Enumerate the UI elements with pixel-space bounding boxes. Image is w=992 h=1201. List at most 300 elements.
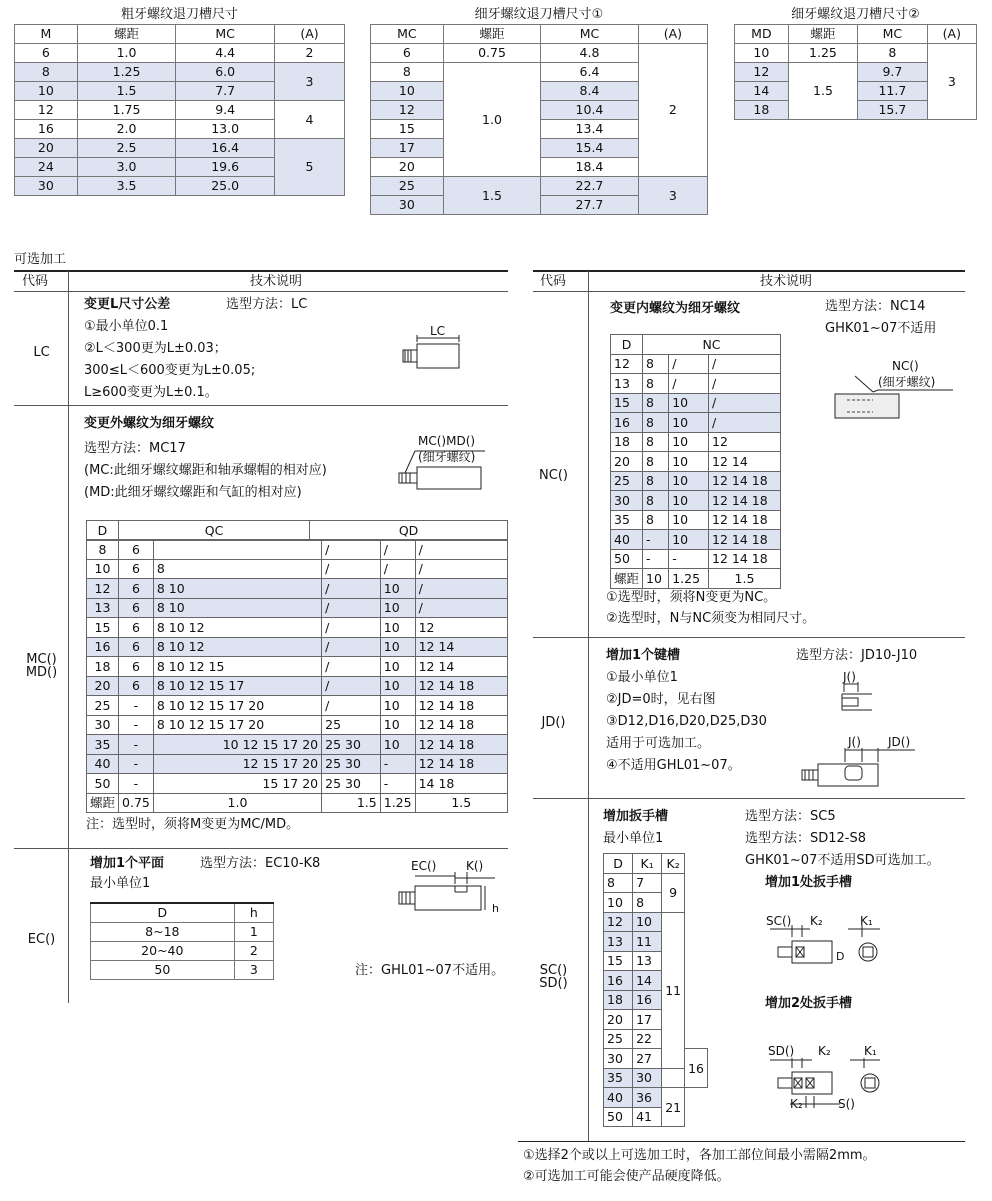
table-cell: 12 14 18	[709, 471, 781, 491]
sc-method2: 选型方法：SD12-S8	[745, 831, 867, 846]
jd-title: 增加1个键槽	[606, 648, 681, 663]
lc-line: L≥600变更为L±0.1。	[84, 385, 218, 400]
table-row	[87, 598, 508, 618]
table-cell: -	[119, 754, 154, 774]
table-cell: 20	[604, 1010, 633, 1030]
table-row	[87, 754, 508, 774]
jd-line: ①最小单位1	[606, 670, 678, 685]
table-row: 12 10.4	[371, 100, 708, 119]
table-cell: /	[380, 540, 415, 560]
lc-line: ①最小单位0.1	[84, 319, 169, 334]
right-hdr-code: 代码	[540, 274, 567, 289]
code-jd: JD()	[541, 715, 566, 730]
table-cell: 7	[633, 873, 662, 893]
table-cell: 30	[611, 491, 643, 511]
sc-wrench-figure-1	[770, 925, 890, 970]
right-hdr-desc: 技术说明	[760, 274, 813, 289]
table-cell: 16	[604, 971, 633, 991]
table-cell: 12 15 17 20	[153, 754, 321, 774]
table-row	[611, 471, 781, 491]
table-cell: 8	[87, 540, 119, 560]
table-cell: -	[380, 754, 415, 774]
sc-fig-k1b: K₁	[864, 1044, 877, 1058]
table-cell: /	[322, 637, 381, 657]
table-cell: 12 14 18	[415, 735, 507, 755]
table-row	[611, 354, 781, 374]
table-cell: 10	[669, 510, 709, 530]
table-cell: -	[380, 774, 415, 794]
table-cell: 12 14 18	[709, 549, 781, 569]
table-cell: 12	[611, 354, 643, 374]
lc-method: 选型方法：LC	[226, 297, 308, 312]
code-md: MD()	[25, 665, 58, 680]
mc-qc-qd-table: D QC QD	[86, 520, 508, 541]
table-cell: 12 14 18	[415, 715, 507, 735]
table-cell: 18	[87, 657, 119, 677]
table-cell: 螺距	[87, 793, 119, 813]
table-cell: 15	[611, 393, 643, 413]
fine1-table-title: 细牙螺纹退刀槽尺寸①	[371, 5, 708, 24]
jd-slot-figure-2	[800, 748, 920, 788]
table-cell: 10	[669, 491, 709, 511]
col-header: MC	[176, 24, 275, 43]
table-cell: 8	[153, 559, 321, 579]
jd-fig-j1: J()	[843, 670, 856, 684]
table-cell: 30	[87, 715, 119, 735]
table-row	[87, 774, 508, 794]
right-col-divider	[588, 271, 589, 1141]
mc-note: 注：选型时，须将M变更为MC/MD。	[86, 817, 300, 832]
table-cell: 8 10 12 15 17 20	[153, 696, 321, 716]
mc-title: 变更外螺纹为细牙螺纹	[84, 416, 215, 431]
table-cell: 8 10	[153, 579, 321, 599]
table-cell: /	[322, 657, 381, 677]
sc-fig-k2b: K₂	[818, 1044, 831, 1058]
table-cell: 10	[380, 598, 415, 618]
table-cell: 10	[380, 696, 415, 716]
table-cell: 8	[604, 873, 633, 893]
sc-fig-k2: K₂	[810, 914, 823, 928]
fine2-table-title: 细牙螺纹退刀槽尺寸②	[735, 5, 977, 24]
table-cell: 12 14	[415, 657, 507, 677]
table-cell: 25 30	[322, 774, 381, 794]
table-cell: -	[119, 715, 154, 735]
table-row	[87, 540, 508, 560]
table-row: 10 1.5 7.7	[15, 81, 345, 100]
nc-shaft-figure	[833, 372, 953, 424]
ec-fig-label: EC()	[411, 859, 437, 873]
table-cell: 36	[633, 1088, 662, 1108]
table-cell: /	[415, 559, 507, 579]
table-cell: 10	[380, 657, 415, 677]
table-cell: 16	[611, 413, 643, 433]
col-header: D	[604, 854, 633, 874]
footnote-1: ①选择2个或以上可选加工时，各加工部位间最小需隔2mm。	[523, 1148, 876, 1163]
k2-cell: 21	[662, 1088, 685, 1127]
table-cell: 18	[611, 432, 643, 452]
mc-shaft-figure	[395, 445, 490, 495]
col-header: K₂	[662, 854, 685, 874]
table-cell: 6	[119, 559, 154, 579]
left-top-rule	[14, 270, 508, 272]
footnote-2: ②可选加工可能会使产品硬度降低。	[523, 1169, 730, 1184]
pitch-row	[611, 569, 781, 589]
table-cell: 27	[633, 1049, 662, 1069]
table-cell: 15 17 20	[153, 774, 321, 794]
table-cell: 10	[669, 452, 709, 472]
table-cell: 10	[380, 579, 415, 599]
table-cell: 12 14 18	[709, 491, 781, 511]
table-cell: 8	[633, 893, 662, 913]
table-cell: 10	[604, 893, 633, 913]
table-row	[604, 932, 708, 952]
table-row: 8 1.0 6.4	[371, 62, 708, 81]
table-cell: 10	[380, 676, 415, 696]
table-cell: 1.0	[153, 793, 321, 813]
table-row: 12 1.75 9.4 4	[15, 100, 345, 119]
table-cell: 8	[643, 354, 669, 374]
table-row: 25 1.5 22.7 3	[371, 176, 708, 195]
table-cell: 14 18	[415, 774, 507, 794]
table-cell: 10	[643, 569, 669, 589]
table-cell: 20	[87, 676, 119, 696]
table-cell: 6	[119, 676, 154, 696]
table-cell: 8 10	[153, 598, 321, 618]
table-cell: 35	[604, 1068, 633, 1088]
table-row	[604, 990, 708, 1010]
jd-method: 选型方法：JD10-J10	[796, 648, 918, 663]
table-cell: 13	[604, 932, 633, 952]
table-cell: 25 30	[322, 735, 381, 755]
table-row	[87, 657, 508, 677]
table-cell: 16	[87, 637, 119, 657]
table-row: 17 15.4	[371, 138, 708, 157]
table-cell: 12 14 18	[415, 754, 507, 774]
ec-fig-h: h	[492, 902, 499, 915]
section-title: 可选加工	[14, 252, 67, 267]
table-cell: 10	[380, 637, 415, 657]
ec-note: 注：GHL01~07不适用。	[355, 963, 505, 978]
code-mc: MC()	[26, 652, 57, 667]
code-sd: SD()	[539, 976, 568, 991]
table-row	[611, 491, 781, 511]
table-row	[604, 1049, 708, 1069]
nc-note2: ②选型时，N与NC须变为相同尺寸。	[606, 611, 816, 626]
jd-line: ②JD=0时，见右图	[606, 692, 716, 707]
table-row	[611, 452, 781, 472]
table-cell: 6	[119, 657, 154, 677]
table-cell: 12 14	[415, 637, 507, 657]
table-cell: 6	[119, 598, 154, 618]
table-row: 8 1.25 6.0 3	[15, 62, 345, 81]
fine-thread-table-2: 细牙螺纹退刀槽尺寸② MD 螺距 MC (A) 10 1.25 8 3 12 1.5 9.7 14 11.7 18 15.7	[734, 5, 977, 120]
table-cell: 41	[633, 1107, 662, 1127]
left-col-divider	[68, 271, 69, 1003]
table-row	[604, 893, 708, 913]
table-cell: 8 10 12	[153, 618, 321, 638]
sc-fig-sd: SD()	[768, 1044, 795, 1058]
table-row: 16 2.0 13.0	[15, 119, 345, 138]
table-cell: 12 14 18	[415, 676, 507, 696]
nc-fig-label1: NC()	[892, 359, 919, 373]
table-cell: 40	[611, 530, 643, 550]
sc-fig-k1: K₁	[860, 914, 873, 928]
table-cell: 10 12 15 17 20	[153, 735, 321, 755]
code-nc: NC()	[539, 468, 568, 483]
table-cell: 22	[633, 1029, 662, 1049]
table-cell: 25	[611, 471, 643, 491]
table-cell: 10	[380, 618, 415, 638]
table-row	[87, 618, 508, 638]
mc-data-rows	[86, 539, 508, 813]
table-cell: 10	[633, 912, 662, 932]
table-cell: 16	[633, 990, 662, 1010]
pitch-row	[87, 793, 508, 813]
table-row	[611, 374, 781, 394]
jd-fig-j2: J()	[848, 735, 861, 749]
sc-fig-s: S()	[838, 1097, 855, 1111]
k2-cell: 9	[662, 873, 685, 912]
table-cell: 8 10 12 15	[153, 657, 321, 677]
table-cell: 8 10 12	[153, 637, 321, 657]
table-cell: 15	[87, 618, 119, 638]
table-row	[87, 715, 508, 735]
table-cell: 8 10 12 15 17	[153, 676, 321, 696]
k2-cell: 16	[685, 1049, 708, 1088]
mc-method: 选型方法：MC17	[84, 441, 186, 456]
table-row	[604, 912, 708, 932]
table-cell: 13	[87, 598, 119, 618]
mc-fig-label1: MC()MD()	[418, 434, 476, 448]
table-row	[604, 873, 708, 893]
table-row	[611, 432, 781, 452]
table-row	[604, 1107, 708, 1127]
table-cell: 13	[611, 374, 643, 394]
fine-thread-table-1: 细牙螺纹退刀槽尺寸① MC 螺距 MC (A) 6 0.75 4.8 2 8 1.0 6.4 10 8.4 12 10.4 15 13.4 17 15.4 20 18.4 25 1.5 22.7 3 30 27.7	[370, 5, 708, 215]
table-cell: 12	[87, 579, 119, 599]
sc-min: 最小单位1	[603, 831, 664, 846]
lc-title: 变更L尺寸公差	[84, 297, 171, 312]
table-cell: -	[669, 549, 709, 569]
mc-fig-label2: (细牙螺纹)	[418, 450, 476, 464]
table-row	[87, 735, 508, 755]
lc-line: 300≤L＜600变更为L±0.05;	[84, 363, 256, 378]
ec-fig-k: K()	[466, 859, 484, 873]
table-cell: 13	[633, 951, 662, 971]
table-cell: 14	[633, 971, 662, 991]
coarse-table-title: 粗牙螺纹退刀槽尺寸	[15, 5, 345, 24]
table-cell: 35	[611, 510, 643, 530]
table-cell: 8 10 12 15 17 20	[153, 715, 321, 735]
table-cell: 12	[604, 912, 633, 932]
table-cell: 螺距	[611, 569, 643, 589]
table-cell: 8	[643, 471, 669, 491]
table-row	[611, 549, 781, 569]
lc-fig-label: LC	[430, 324, 446, 338]
table-cell: /	[415, 598, 507, 618]
table-cell: /	[415, 540, 507, 560]
ec-table: D h 8~18 1 20~40 2 50 3	[90, 902, 274, 980]
table-cell: 18	[604, 990, 633, 1010]
table-cell: /	[322, 559, 381, 579]
table-cell: 10	[669, 471, 709, 491]
table-cell: /	[709, 413, 781, 433]
table-row: 24 3.0 19.6	[15, 157, 345, 176]
table-cell: 8	[643, 452, 669, 472]
table-cell: 50	[611, 549, 643, 569]
table-cell: -	[119, 774, 154, 794]
table-cell: 10	[669, 413, 709, 433]
nc-table: D NC 12 8 / / 13 8 / / 15 8 10 / 16 8 10 / 18 8 10 12 20 8 10 12 14 25 8 10 12 14 18 30 8 10 12 14 18 35 8 10 12 14 18 40 - 10 12 14 18 50 - - 12 14 18 螺距 10 1.25 1.5	[610, 334, 781, 589]
table-cell: 10	[87, 559, 119, 579]
ec-title: 增加1个平面	[90, 856, 165, 871]
table-row: 6 1.0 4.4 2	[15, 43, 345, 62]
table-row: 15 13.4	[371, 119, 708, 138]
table-row: 12 1.5 9.7	[735, 62, 977, 81]
table-row	[87, 559, 508, 579]
table-cell: 30	[633, 1068, 662, 1088]
sc-fig-k2c: K₂	[790, 1097, 803, 1111]
table-cell: -	[119, 696, 154, 716]
table-cell: 8	[643, 393, 669, 413]
nc-title: 变更内螺纹为细牙螺纹	[610, 301, 741, 316]
table-row: 10 1.25 8 3	[735, 43, 977, 62]
nc-method: 选型方法：NC14	[825, 299, 926, 314]
table-row: 30 27.7	[371, 195, 708, 214]
table-row: 50 3	[91, 960, 274, 979]
jd-fig-jd: JD()	[888, 735, 911, 749]
table-cell: 8	[643, 413, 669, 433]
table-cell: 1.5	[322, 793, 381, 813]
table-cell: 10	[669, 432, 709, 452]
left-hdr-code: 代码	[22, 274, 49, 289]
lc-line: ②L＜300更为L±0.03；	[84, 341, 227, 356]
table-cell: /	[709, 374, 781, 394]
table-cell: 12	[415, 618, 507, 638]
table-row	[604, 971, 708, 991]
table-cell: 8	[643, 374, 669, 394]
table-row: 14 11.7	[735, 81, 977, 100]
table-cell: 12 14	[709, 452, 781, 472]
table-row: 20 2.5 16.4 5	[15, 138, 345, 157]
table-cell: /	[415, 579, 507, 599]
table-cell: 40	[604, 1088, 633, 1108]
table-cell: 12 14 18	[415, 696, 507, 716]
nc-note1: ①选型时，须将N变更为NC。	[606, 590, 777, 605]
table-row: 20 18.4	[371, 157, 708, 176]
table-row	[604, 1010, 708, 1030]
sc-fig-sc: SC()	[766, 914, 792, 928]
table-cell: /	[709, 354, 781, 374]
table-cell: 10	[380, 735, 415, 755]
sc-title: 增加扳手槽	[603, 809, 669, 824]
table-row	[87, 676, 508, 696]
sc-method1: 选型方法：SC5	[745, 809, 836, 824]
sc-na: GHK01~07不适用SD可选加工。	[745, 853, 940, 868]
nc-fig-label2: (细牙螺纹)	[878, 375, 936, 389]
jd-line: 适用于可选加工。	[606, 736, 711, 751]
table-cell: /	[322, 540, 381, 560]
table-cell: 12 14 18	[709, 530, 781, 550]
lc-shaft-figure	[395, 330, 465, 375]
table-row: 18 15.7	[735, 100, 977, 119]
table-cell: 25 30	[322, 754, 381, 774]
table-cell: 8	[643, 432, 669, 452]
table-row	[87, 696, 508, 716]
sc-wrench-figure-2	[770, 1058, 890, 1108]
table-cell: 8	[643, 491, 669, 511]
jd-line: ③D12,D16,D20,D25,D30	[606, 714, 767, 729]
k2-cell: 11	[662, 912, 685, 1068]
table-cell: 25	[604, 1029, 633, 1049]
table-cell: 1.25	[669, 569, 709, 589]
table-cell: 1.5	[415, 793, 507, 813]
col-header: 螺距	[77, 24, 176, 43]
table-row: 10 8.4	[371, 81, 708, 100]
ec-shaft-figure	[395, 872, 495, 922]
table-cell: 12 14 18	[709, 510, 781, 530]
table-cell: 11	[633, 932, 662, 952]
table-cell: 25	[87, 696, 119, 716]
table-row	[604, 951, 708, 971]
table-cell: 17	[633, 1010, 662, 1030]
table-cell: /	[322, 579, 381, 599]
code-ec: EC()	[27, 932, 56, 947]
table-cell: /	[669, 354, 709, 374]
table-cell: 15	[604, 951, 633, 971]
coarse-thread-table	[14, 5, 345, 196]
table-row: 6 0.75 4.8 2	[371, 43, 708, 62]
ec-method: 选型方法：EC10-K8	[200, 856, 321, 871]
table-cell: 6	[119, 637, 154, 657]
mc-line1: (MC:此细牙螺纹螺距和轴承螺帽的相对应)	[84, 463, 327, 478]
table-cell: /	[322, 696, 381, 716]
table-cell: 12	[709, 432, 781, 452]
table-row	[604, 1029, 708, 1049]
table-cell: 35	[87, 735, 119, 755]
jd-slot-figure-1	[836, 682, 876, 712]
table-cell: 6	[119, 579, 154, 599]
table-cell: 6	[119, 540, 154, 560]
table-cell: 25	[322, 715, 381, 735]
sc-sub2: 增加2处扳手槽	[765, 996, 853, 1011]
table-row	[611, 530, 781, 550]
col-header: (A)	[274, 24, 344, 43]
table-cell: 20	[611, 452, 643, 472]
table-cell: 50	[87, 774, 119, 794]
table-cell: 1.25	[380, 793, 415, 813]
code-sc: SC()	[539, 963, 568, 978]
table-row	[611, 510, 781, 530]
code-lc: LC	[33, 345, 50, 360]
table-cell: 1.5	[709, 569, 781, 589]
table-row: 8~18 1	[91, 922, 274, 941]
table-cell: -	[119, 735, 154, 755]
table-cell: 10	[380, 715, 415, 735]
table-cell: /	[322, 598, 381, 618]
table-cell: /	[380, 559, 415, 579]
table-cell: 10	[669, 530, 709, 550]
table-cell: /	[322, 676, 381, 696]
right-top-rule	[533, 270, 965, 272]
table-cell: 6	[119, 618, 154, 638]
table-cell: 50	[604, 1107, 633, 1127]
table-row	[611, 393, 781, 413]
table-row: 20~40 2	[91, 941, 274, 960]
sc-table	[603, 853, 708, 1127]
table-cell: 40	[87, 754, 119, 774]
nc-na: GHK01~07不适用	[825, 321, 937, 336]
